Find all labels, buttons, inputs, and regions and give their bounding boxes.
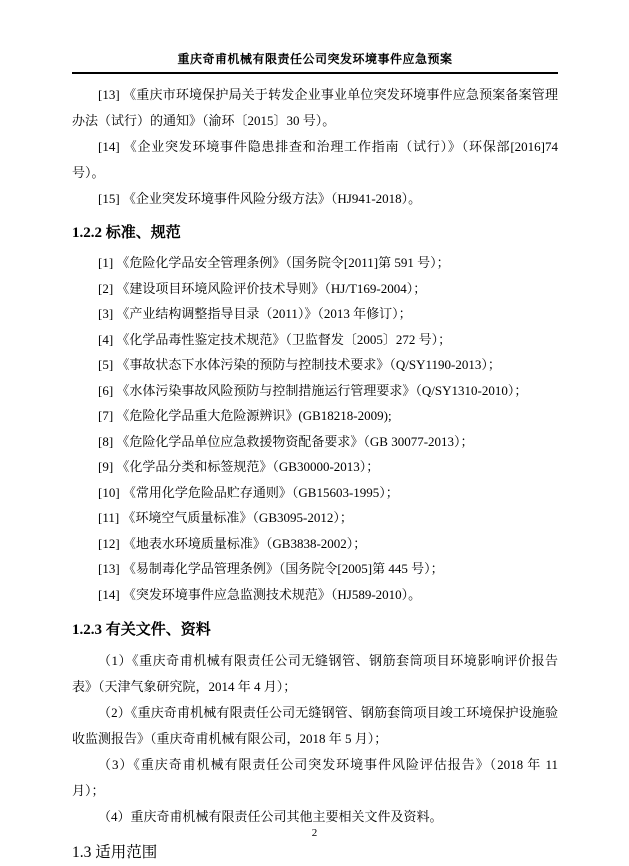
standard-item-14: [14] 《突发环境事件应急监测技术规范》（HJ589-2010）。 (98, 586, 422, 602)
related-document-2: （2）《重庆奇甫机械有限责任公司无缝钢管、钢筋套筒项目竣工环境保护设施验收监测报告》（重庆奇甫机械有限公司，2018 年 5 月）； (72, 705, 558, 746)
reference-item-15: [15] 《企业突发环境事件风险分级方法》（HJ941-2018）。 (98, 191, 422, 206)
page-header-title: 重庆奇甫机械有限责任公司突发环境事件应急预案 (177, 52, 453, 66)
standard-item-2: [2] 《建设项目环境风险评价技术导则》（HJ/T169-2004）； (98, 280, 427, 296)
related-document-4: （4）重庆奇甫机械有限责任公司其他主要相关文件及资料。 (98, 809, 443, 824)
related-document-3: （3）《重庆奇甫机械有限责任公司突发环境事件风险评估报告》（2018 年 11 月）； (72, 757, 558, 798)
section-heading-1-2-3: 1.2.3 有关文件、资料 (72, 622, 211, 638)
page-number: 2 (311, 827, 318, 839)
standard-item-4: [4] 《化学品毒性鉴定技术规范》（卫监督发〔2005〕272 号）； (98, 331, 452, 347)
standard-item-8: [8] 《危险化学品单位应急救援物资配备要求》（GB 30077-2013）； (98, 433, 474, 449)
related-document-1: （1）《重庆奇甫机械有限责任公司无缝钢管、钢筋套筒项目环境影响评价报告表》（天津气象研究院，2014 年 4 月）； (72, 653, 558, 694)
standard-item-3: [3] 《产业结构调整指导目录（2011）》（2013 年修订）； (98, 306, 412, 321)
header-divider-line (72, 72, 558, 74)
document-body (72, 82, 558, 863)
standard-item-12: [12] 《地表水环境质量标准》（GB3838-2002）； (98, 535, 367, 551)
standard-item-11: [11] 《环境空气质量标准》（GB3095-2012）； (98, 510, 353, 525)
reference-item-14: [14] 《企业突发环境事件隐患排查和治理工作指南（试行）》（环保部[2016]74 号）。 (72, 139, 558, 180)
standard-item-6: [6] 《水体污染事故风险预防与控制措施运行管理要求》（Q/SY1310-2010）； (98, 382, 528, 398)
reference-item-13: [13] 《重庆市环境保护局关于转发企业事业单位突发环境事件应急预案备案管理办法（试行）的通知》（渝环〔2015〕30 号）。 (72, 87, 558, 128)
standard-item-1: [1] 《危险化学品安全管理条例》（国务院令[2011]第 591 号）； (98, 255, 450, 270)
section-heading-1-3: 1.3 适用范围 (72, 844, 158, 861)
standard-item-13: [13] 《易制毒化学品管理条例》（国务院令[2005]第 445 号）； (98, 561, 444, 576)
section-heading-1-2-2: 1.2.2 标准、规范 (72, 225, 181, 241)
standard-item-5: [5] 《事故状态下水体污染的预防与控制技术要求》（Q/SY1190-2013）； (98, 357, 501, 372)
standard-item-9: [9] 《化学品分类和标签规范》（GB30000-2013）； (98, 459, 380, 474)
standard-item-10: [10] 《常用化学危险品贮存通则》（GB15603-1995）； (98, 484, 399, 500)
standard-item-7: [7] 《危险化学品重大危险源辨识》(GB18218-2009); (98, 408, 392, 423)
